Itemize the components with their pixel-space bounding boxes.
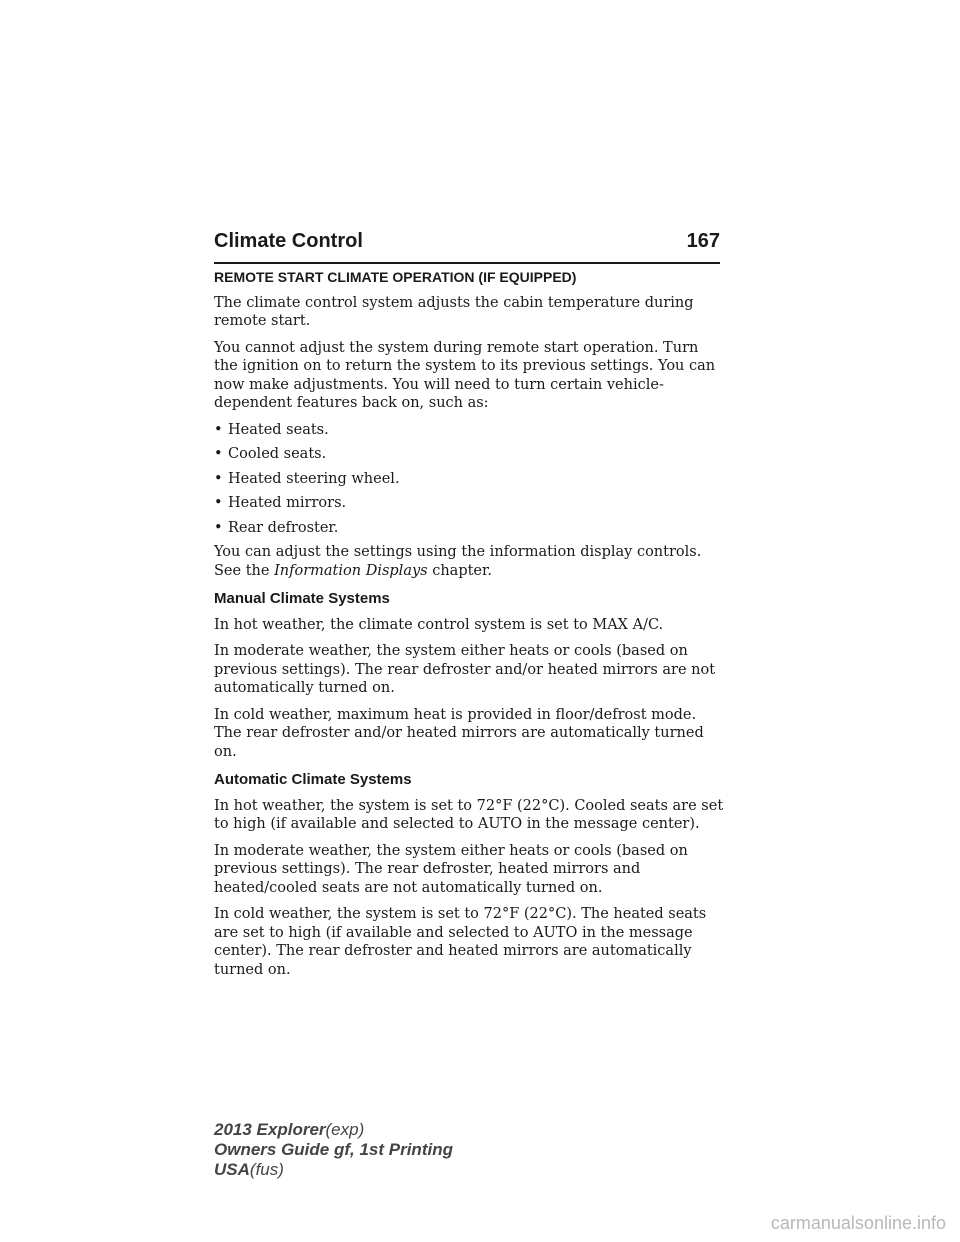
footer-model: 2013 Explorer (214, 1120, 326, 1139)
footer-model-code: (exp) (325, 1120, 365, 1139)
section-heading: REMOTE START CLIMATE OPERATION (IF EQUIPPED) (214, 269, 577, 285)
paragraph-text: You can adjust the settings using the information display controls. See the (214, 544, 702, 579)
paragraph: In hot weather, the climate control system is set to MAX A/C. (214, 616, 664, 633)
paragraph: In moderate weather, the system either heats or cools (based on previous settings). The rear defroster and/or heated mirrors are not automatically turned on. (214, 643, 716, 696)
footer-market-code: (fus) (249, 1160, 284, 1179)
list-item-text: Rear defroster. (228, 519, 339, 536)
chapter-reference-link[interactable]: Information Displays (274, 562, 428, 579)
list-item (214, 470, 724, 489)
paragraph: In moderate weather, the system either heats or cools (based on previous settings). The rear defroster, heated mirrors and heated/cooled seats are not automatically turned on. (214, 842, 688, 896)
footer-line-model (214, 1120, 453, 1140)
list-item (214, 421, 724, 440)
document-footer (214, 1120, 453, 1180)
list-item-text: Cooled seats. (228, 446, 327, 462)
paragraph: You cannot adjust the system during remote start operation. Turn the ignition on to return the system to its previous settings. You can now make adjustments. You will need to turn certain vehicle-dependent features back on, such as: (214, 339, 716, 411)
subheading-automatic: Automatic Climate Systems (214, 771, 412, 788)
list-item (214, 494, 724, 513)
paragraph: In cold weather, the system is set to 72°F (22°C). The heated seats are set to high (if available and selected to AUTO in the message center). The rear defroster and heated mirrors are automatically turned on. (214, 906, 707, 978)
chapter-title: Climate Control (214, 230, 363, 252)
list-item-text: Heated mirrors. (228, 495, 347, 511)
paragraph-reference (214, 543, 724, 580)
list-item (214, 445, 724, 464)
paragraph: The climate control system adjusts the cabin temperature during remote start. (214, 294, 694, 329)
bullet-icon: • (214, 519, 223, 536)
feature-list (214, 421, 724, 538)
paragraph-text-end: chapter. (432, 562, 492, 579)
bullet-icon: • (214, 421, 223, 438)
bullet-icon: • (214, 495, 223, 511)
footer-guide: Owners Guide gf, 1st Printing (214, 1140, 453, 1159)
bullet-icon: • (214, 470, 223, 487)
footer-line-guide (214, 1140, 453, 1160)
page-number: 167 (686, 230, 720, 252)
list-item-text: Heated steering wheel. (228, 470, 400, 487)
list-item-text: Heated seats. (228, 421, 329, 438)
page-content (214, 268, 724, 987)
paragraph: In cold weather, maximum heat is provided in floor/defrost mode. The rear defroster and/or heated mirrors are automatically turned on. (214, 706, 704, 760)
footer-line-market (214, 1160, 453, 1180)
watermark: carmanualsonline.info (770, 1213, 946, 1233)
bullet-icon: • (214, 446, 223, 462)
footer-market: USA (214, 1160, 250, 1179)
list-item (214, 519, 724, 538)
subheading-manual: Manual Climate Systems (214, 590, 390, 607)
paragraph: In hot weather, the system is set to 72°F (22°C). Cooled seats are set to high (if available and selected to AUTO in the message center). (214, 797, 724, 832)
page-header (214, 226, 720, 264)
